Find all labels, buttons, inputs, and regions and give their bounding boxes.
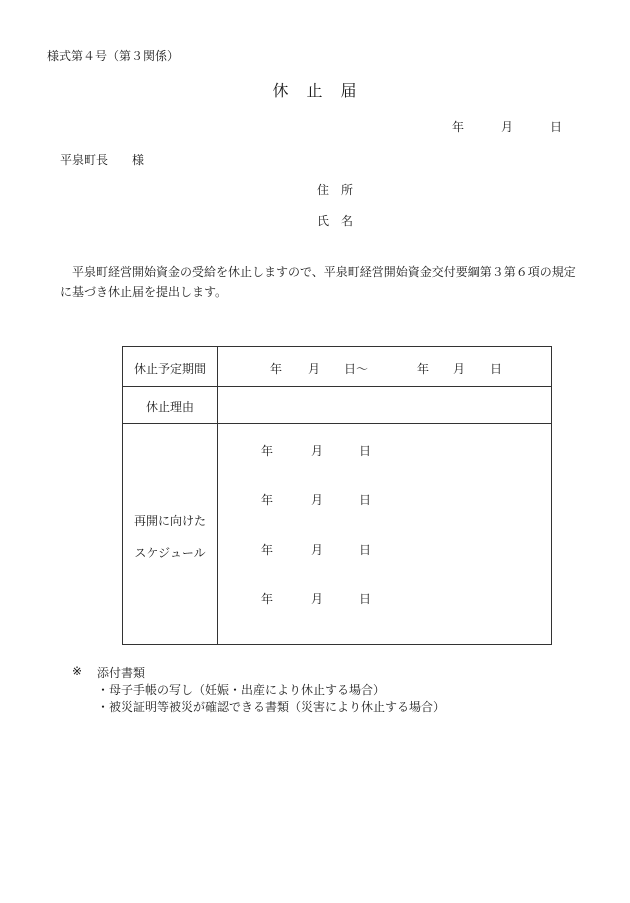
- schedule-label-line2: スケジュール: [134, 546, 206, 560]
- suspension-period-label: 休止予定期間: [133, 362, 206, 376]
- schedule-1-day: 日: [359, 444, 372, 458]
- name-label: 氏 名: [317, 214, 354, 228]
- table-row-divider: [123, 386, 551, 387]
- suspension-reason-label: 休止理由: [145, 400, 194, 414]
- schedule-2-day: 日: [359, 493, 372, 507]
- table-row-divider: [123, 423, 551, 424]
- date-year-label: 年: [452, 120, 465, 134]
- schedule-3-day: 日: [359, 543, 372, 557]
- schedule-4-year: 年: [261, 592, 274, 606]
- period-start-year: 年: [270, 362, 283, 376]
- schedule-label-line1: 再開に向けた: [133, 514, 206, 528]
- period-end-month: 月: [453, 362, 466, 376]
- date-day-label: 日: [550, 120, 563, 134]
- date-month-label: 月: [501, 120, 514, 134]
- period-start-day: 日〜: [344, 362, 369, 376]
- attachments-title: 添付書類: [97, 666, 146, 680]
- addressee: 平泉町長 様: [60, 153, 145, 167]
- schedule-2-month: 月: [311, 493, 324, 507]
- address-label: 住 所: [317, 183, 354, 197]
- schedule-2-year: 年: [261, 493, 274, 507]
- schedule-3-year: 年: [261, 543, 274, 557]
- table-column-divider: [217, 347, 218, 644]
- attachment-item: ・被災証明等被災が確認できる書類（災害により休止する場合）: [97, 700, 446, 714]
- attachment-item: ・母子手帳の写し（妊娠・出産により休止する場合）: [97, 683, 386, 697]
- schedule-3-month: 月: [311, 543, 324, 557]
- schedule-4-day: 日: [359, 592, 372, 606]
- schedule-1-month: 月: [311, 444, 324, 458]
- period-end-year: 年: [417, 362, 430, 376]
- suspension-form-table: [122, 346, 552, 645]
- schedule-1-year: 年: [261, 444, 274, 458]
- schedule-4-month: 月: [311, 592, 324, 606]
- period-end-day: 日: [490, 362, 503, 376]
- period-start-month: 月: [308, 362, 321, 376]
- body-text: 平泉町経営開始資金の受給を休止しますので、平泉町経営開始資金交付要綱第３第６項の規定に基づき休止届を提出します。: [60, 265, 576, 299]
- note-mark: ※: [72, 664, 83, 678]
- form-number: 様式第４号（第３関係）: [47, 49, 180, 63]
- document-title: 休 止 届: [272, 81, 358, 100]
